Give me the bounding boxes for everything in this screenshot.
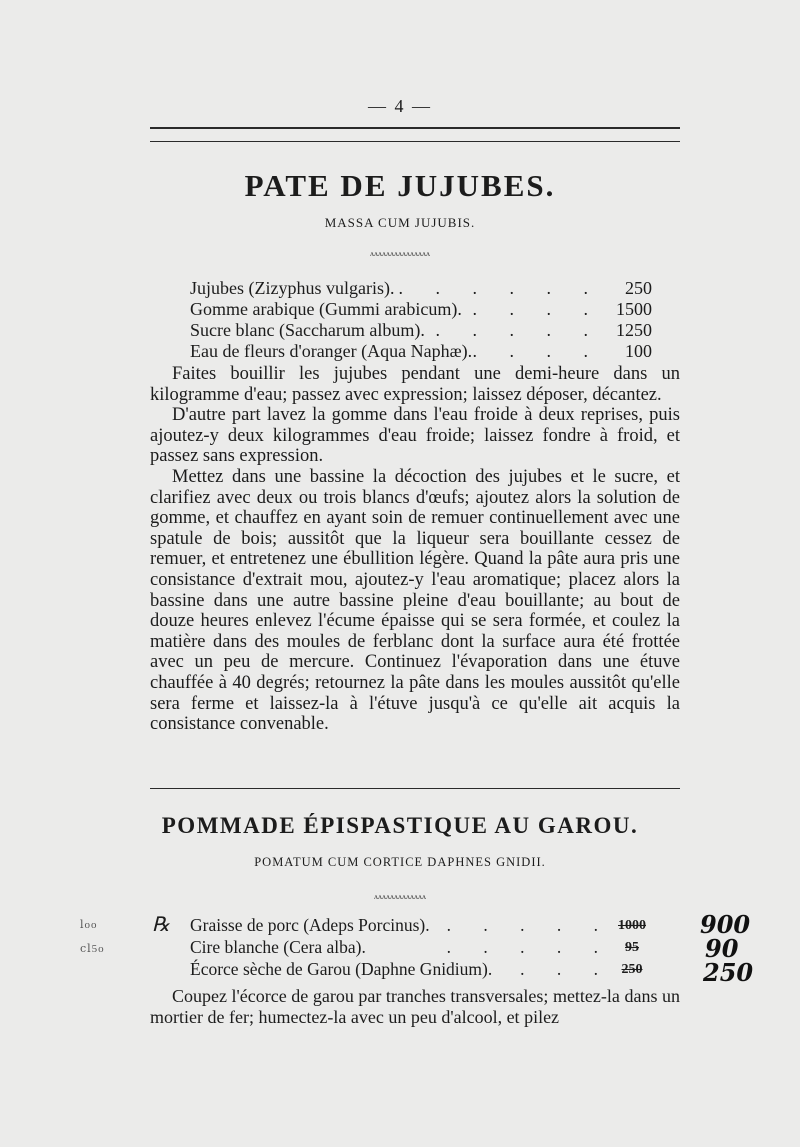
ingredient-name: Gomme arabique (Gummi arabicum). bbox=[190, 299, 462, 319]
paragraph: D'autre part lavez la gomme dans l'eau froide à deux reprises, puis ajoutez-y deux kilogrammes d'eau froide; laissez fondre à froid, et passez sans expression. bbox=[150, 405, 680, 467]
ingredient-name: Écorce sèche de Garou (Daphne Gnidium). bbox=[190, 959, 493, 979]
section-title-pommade-epispastique: POMMADE ÉPISPASTIQUE AU GAROU. bbox=[161, 813, 639, 838]
ingredient-row bbox=[190, 278, 652, 299]
ingredient-leader-dots: . . . bbox=[520, 959, 612, 979]
ingredient-name: Sucre blanc (Saccharum album). bbox=[190, 320, 425, 340]
struck-quantity: 1000 bbox=[618, 918, 646, 933]
header-rule-thick bbox=[150, 127, 680, 129]
ingredient-row bbox=[190, 320, 652, 341]
ingredient-quantity: 1500 bbox=[616, 299, 652, 319]
ingredient-row bbox=[190, 937, 642, 958]
ornament-divider: ʌʌʌʌʌʌʌʌʌʌʌʌʌ bbox=[374, 892, 426, 901]
section-subtitle-latin: POMATUM CUM CORTICE DAPHNES GNIDII. bbox=[254, 855, 546, 869]
paragraph: Mettez dans une bassine la décoction des jujubes et le sucre, et clarifiez avec deux ou trois blancs d'œufs; ajoutez alors la solution de gomme, et chauffez en ayant soin de remuer continuellement avec une spatule de bois; aussitôt que la liqueur sera bouillante cessez de remuer, et entretenez une ébullition légère. Quand la pâte aura pris une consistance d'extrait mou, ajoutez-y l'eau aromatique; placez alors la bassine dans une autre bassine pleine d'eau bouillante; au bout de douze heures enlevez l'écume épaisse qui se sera formée, et coulez la matière dans des moules de ferblanc dont la surface aura été frottée avec un peu de mercure. Continuez l'évaporation dans une étuve chauffée à 40 degrés; retournez la pâte dans les moules aussitôt qu'elle sera ferme et laissez-la à l'étuve jusqu'à ce qu'elle ait acquis la consistance convenable. bbox=[150, 466, 680, 735]
paragraph: Faites bouillir les jujubes pendant une demi-heure dans un kilogramme d'eau; passez avec expression; laissez déposer, décantez. bbox=[150, 364, 680, 405]
paragraph: Coupez l'écorce de garou par tranches transversales; mettez-la dans un mortier de fer; humectez-la avec un peu d'alcool, et pilez bbox=[150, 986, 680, 1027]
ingredient-row bbox=[190, 959, 642, 980]
ingredient-leader-dots: . . . . . bbox=[446, 915, 612, 935]
instructions-body bbox=[150, 986, 680, 1028]
ingredient-leader-dots: . . . . . . bbox=[398, 278, 602, 298]
ornament-divider: ʌʌʌʌʌʌʌʌʌʌʌʌʌʌʌ bbox=[370, 249, 430, 258]
margin-annotation: ⅼoo bbox=[80, 919, 98, 931]
margin-annotation: ⅽⅼ5o bbox=[80, 943, 105, 955]
ingredient-leader-dots: . . . . . bbox=[446, 937, 612, 957]
ingredient-name: Eau de fleurs d'oranger (Aqua Naphæ). bbox=[190, 341, 473, 361]
ingredient-name: Graisse de porc (Adeps Porcinus). bbox=[190, 915, 430, 935]
struck-quantity: 250 bbox=[621, 962, 643, 977]
section-title-pate-de-jujubes: PATE DE JUJUBES. bbox=[244, 168, 556, 203]
handwritten-quantity: 250 bbox=[703, 958, 754, 987]
handwritten-quantity: 90 bbox=[705, 934, 739, 963]
ingredient-name: Cire blanche (Cera alba). bbox=[190, 937, 366, 957]
ingredient-quantity: 250 bbox=[625, 278, 652, 298]
section-subtitle-latin: MASSA CUM JUJUBIS. bbox=[324, 215, 476, 230]
ingredient-leader-dots: . . . . bbox=[472, 341, 602, 361]
ingredient-row bbox=[190, 915, 646, 936]
ingredient-leader-dots: . . . . . bbox=[435, 320, 602, 340]
ingredient-quantity: 100 bbox=[625, 341, 652, 361]
ingredient-leader-dots: . . . . bbox=[472, 299, 602, 319]
ingredient-row bbox=[190, 341, 652, 362]
header-rule-thin bbox=[150, 141, 680, 142]
instructions-body bbox=[150, 364, 680, 735]
handwritten-quantity: 900 bbox=[700, 910, 751, 939]
section-divider-rule bbox=[150, 788, 680, 789]
page-number: — 4 — bbox=[368, 96, 432, 116]
struck-quantity: 95 bbox=[625, 940, 639, 955]
ingredient-name: Jujubes (Zizyphus vulgaris). bbox=[190, 278, 395, 298]
ingredient-quantity: 1250 bbox=[616, 320, 652, 340]
ingredient-row bbox=[190, 299, 652, 320]
recipe-symbol: ℞ bbox=[152, 914, 170, 936]
